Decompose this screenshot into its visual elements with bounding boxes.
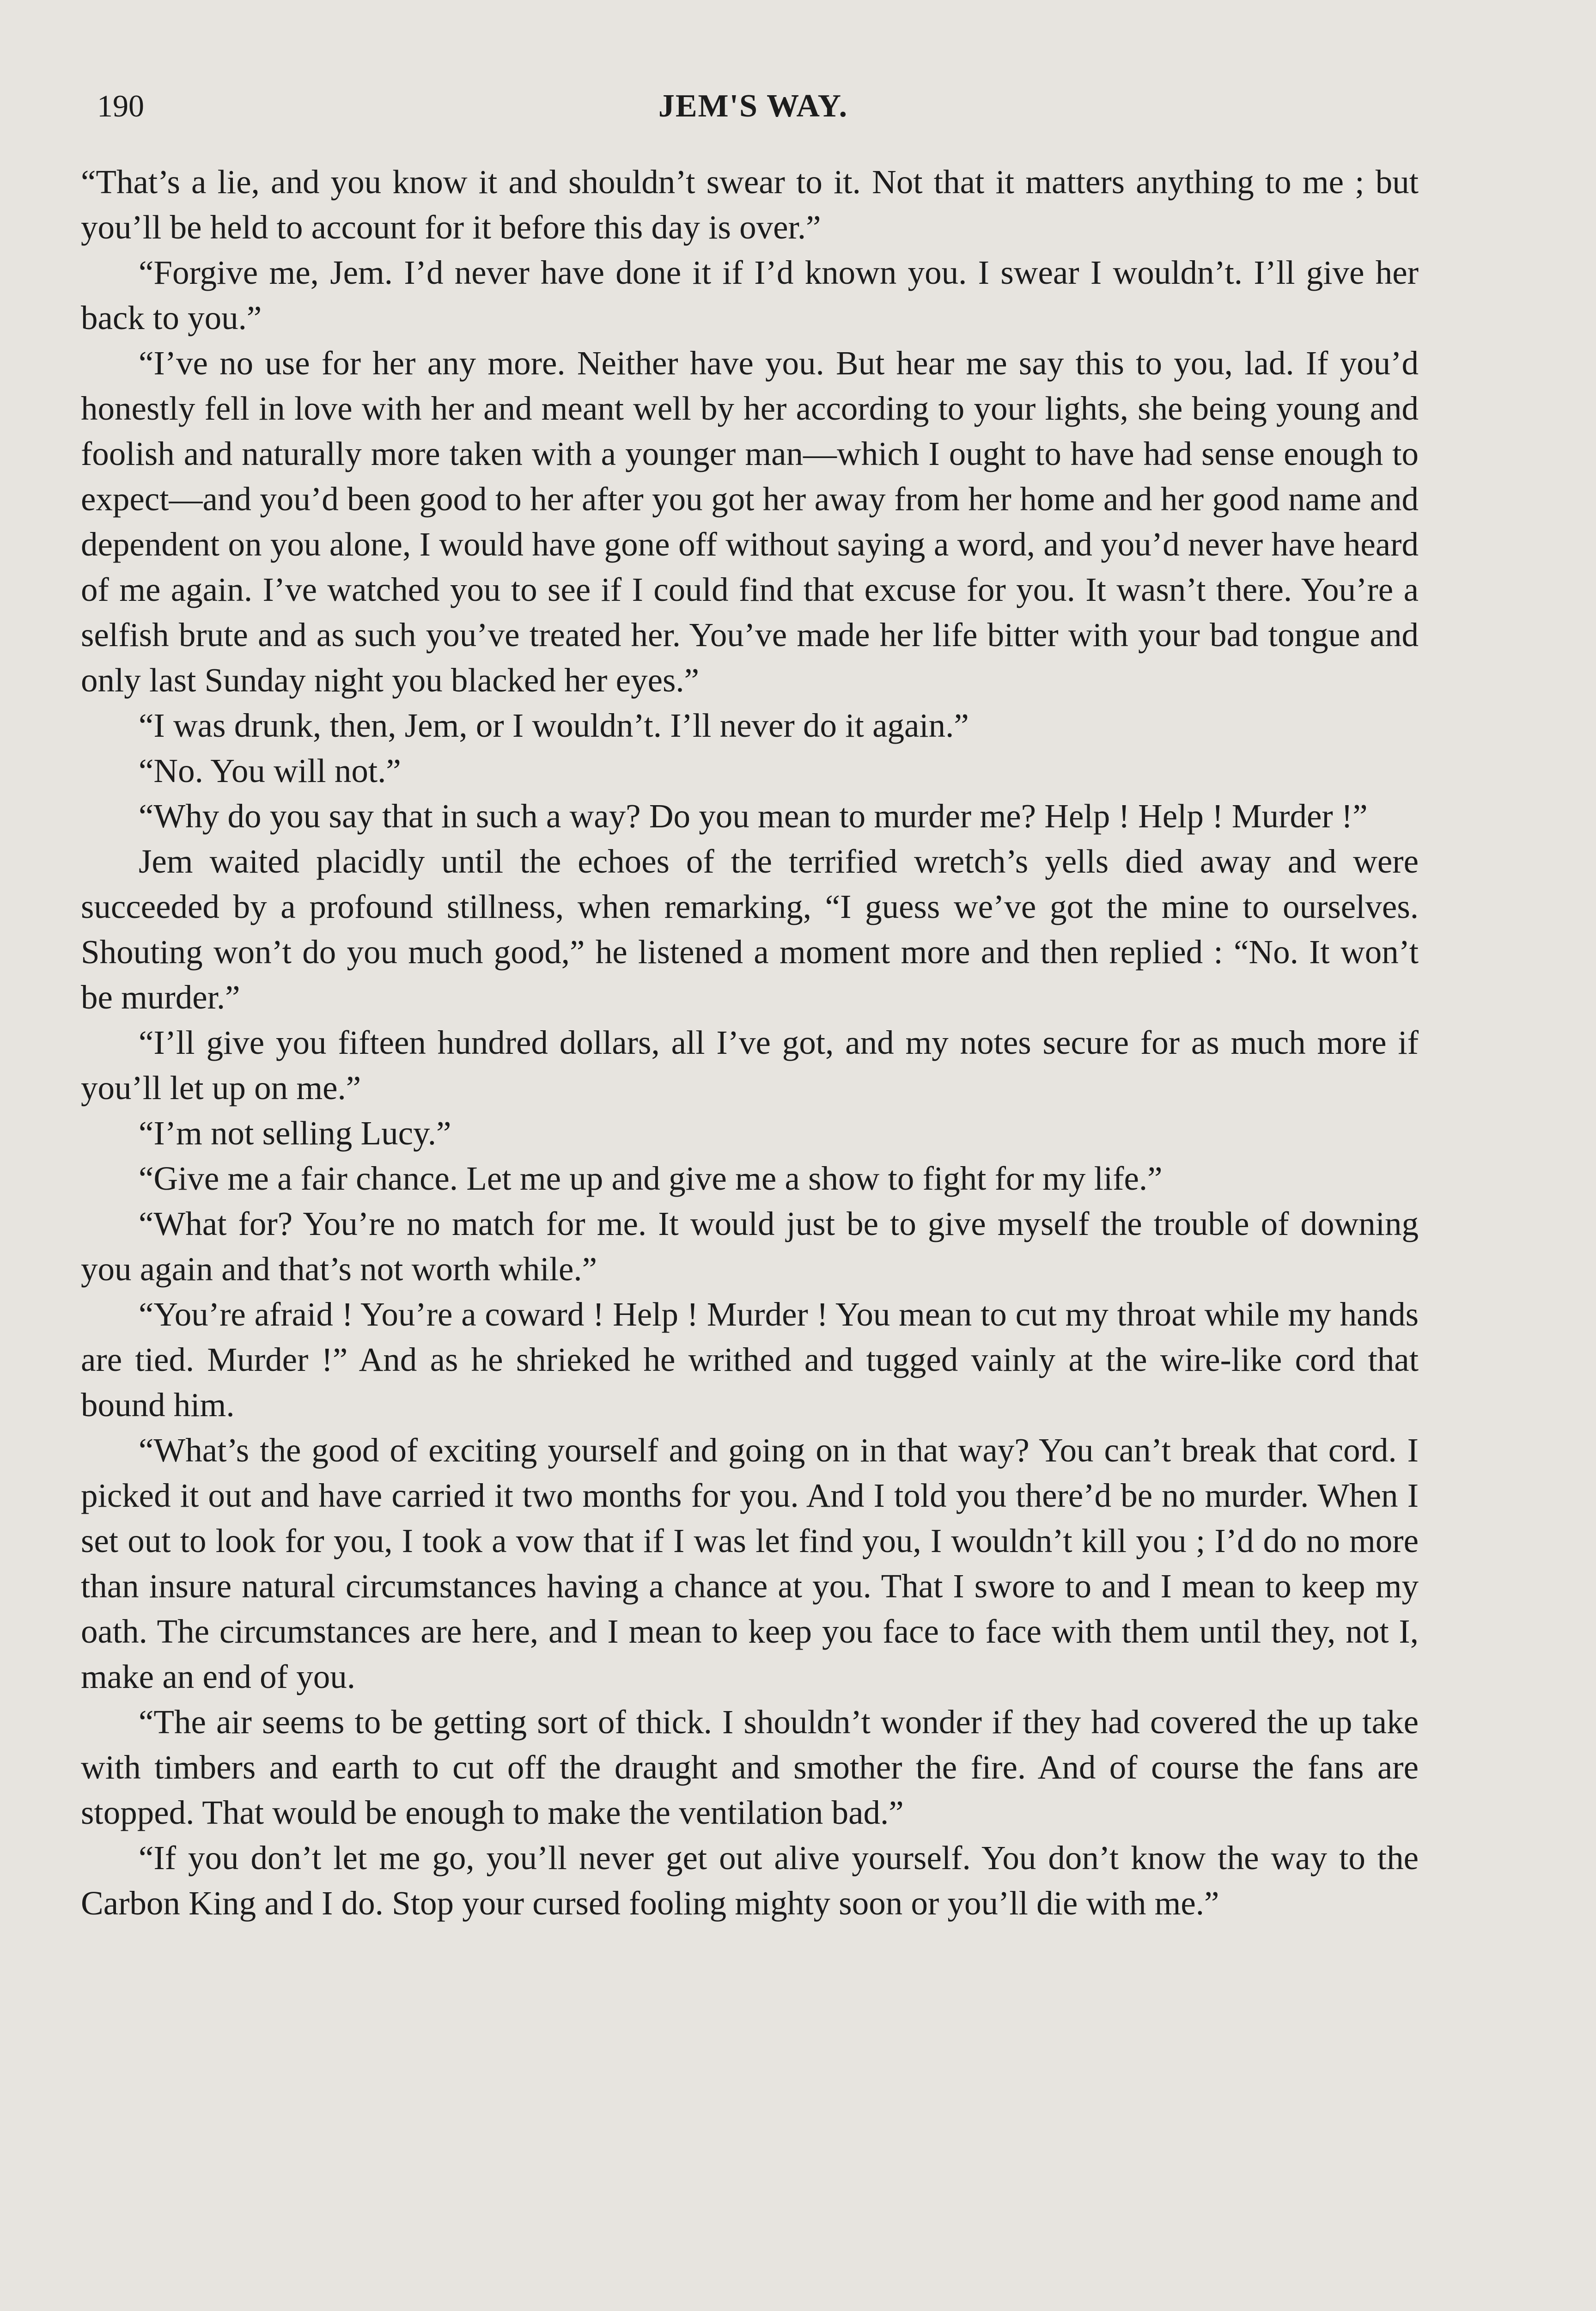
paragraph: “What for? You’re no match for me. It would just be to give myself the trouble of downing you again and that’s not worth while.” <box>81 1205 1419 1288</box>
paragraph: “I was drunk, then, Jem, or I wouldn’t. I’ll never do it again.” <box>139 707 969 744</box>
body-text <box>81 159 1419 1926</box>
paragraph: “I’ll give you fifteen hundred dollars, all I’ve got, and my notes secure for as much more if you’ll let up on me.” <box>81 1024 1419 1107</box>
paragraph: “That’s a lie, and you know it and shouldn’t swear to it. Not that it matters anything to me ; but you’ll be held to account for it before this day is over.” <box>81 163 1419 246</box>
paragraph: “If you don’t let me go, you’ll never get out alive yourself. You don’t know the way to the Carbon King and I do. Stop your cursed fooling mighty soon or you’ll die with me.” <box>81 1839 1419 1922</box>
paragraph: “What’s the good of exciting yourself and going on in that way? You can’t break that cord. I picked it out and have carried it two months for you. And I told you there’d be no murder. When I set out to look for you, I took a vow that if I was let find you, I wouldn’t kill you ; I’d do no more than insure natural circumstances having a chance at you. That I swore to and I mean to keep my oath. The circumstances are here, and I mean to keep you face to face with them until they, not I, make an end of you. <box>81 1431 1419 1695</box>
paragraph: Jem waited placidly until the echoes of the terrified wretch’s yells died away and were succeeded by a profound stillness, when remarking, “I guess we’ve got the mine to ourselves. Shouting won’t do you much good,” he listened a moment more and then replied : “No. It won’t be murder.” <box>81 843 1419 1016</box>
page-number: 190 <box>97 88 144 123</box>
running-head <box>92 79 1414 139</box>
paragraph: “The air seems to be getting sort of thick. I shouldn’t wonder if they had covered the up take with timbers and earth to cut off the draught and smother the fire. And of course the fans are stopped. That would be enough to make the ventilation bad.” <box>81 1703 1419 1831</box>
paragraph: “I’ve no use for her any more. Neither have you. But hear me say this to you, lad. If you’d honestly fell in love with her and meant well by her according to your lights, she being young and foolish and naturally more taken with a younger man—which I ought to have had sense enough to expect—and you’d been good to her after you got her away from her home and her good name and dependent on you alone, I would have gone off without saying a word, and you’d never have heard of me again. I’ve watched you to see if I could find that excuse for you. It wasn’t there. You’re a selfish brute and as such you’ve treated her. You’ve made her life bitter with your bad tongue and only last Sunday night you blacked her eyes.” <box>81 344 1419 699</box>
paragraph: “Why do you say that in such a way? Do you mean to murder me? Help ! Help ! Murder !” <box>139 797 1368 835</box>
paragraph: “Forgive me, Jem. I’d never have done it if I’d known you. I swear I wouldn’t. I’ll give her back to you.” <box>81 254 1419 336</box>
paragraph: “No. You will not.” <box>139 752 401 789</box>
running-title: JEM'S WAY. <box>658 88 848 124</box>
paragraph: “Give me a fair chance. Let me up and give me a show to fight for my life.” <box>139 1160 1163 1197</box>
paragraph: “You’re afraid ! You’re a coward ! Help ! Murder ! You mean to cut my throat while my hands are tied. Murder !” And as he shrieked he writhed and tugged vainly at the wire-like cord that bound him. <box>81 1296 1419 1424</box>
paragraph: “I’m not selling Lucy.” <box>139 1114 451 1152</box>
